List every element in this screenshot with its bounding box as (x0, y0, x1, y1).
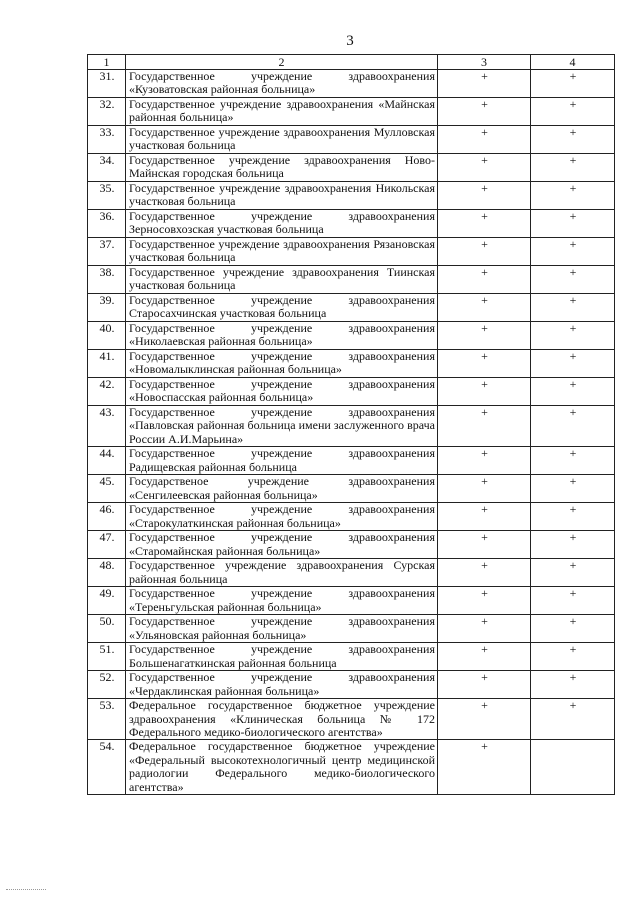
mark-col-3: + (438, 503, 531, 531)
institution-name: Государственное учреждение здравоохранения Радищевская районная больница (126, 447, 438, 475)
mark-col-3: + (438, 740, 531, 795)
mark-col-3: + (438, 587, 531, 615)
institution-name: Государственное учреждение здравоохранения «Павловская районная больница имени заслуженного врача России А.И.Марьина» (126, 406, 438, 447)
mark-col-3: + (438, 350, 531, 378)
mark-col-4: + (531, 266, 615, 294)
table-row (88, 503, 615, 531)
header-col-2: 2 (126, 55, 438, 70)
page-number: 3 (346, 33, 354, 49)
mark-col-3: + (438, 238, 531, 266)
table-row (88, 70, 615, 98)
institution-name: Государственное учреждение здравоохранения Рязановская участковая больница (126, 238, 438, 266)
mark-col-3: + (438, 154, 531, 182)
table-row (88, 322, 615, 350)
mark-col-3: + (438, 671, 531, 699)
scan-artifact (6, 889, 46, 891)
mark-col-4: + (531, 699, 615, 740)
mark-col-4: + (531, 671, 615, 699)
institution-name: Государственное учреждение здравоохранения «Новомалыклинская районная больница» (126, 350, 438, 378)
institution-name: Государственное учреждение здравоохранения «Старомайнская районная больница» (126, 531, 438, 559)
mark-col-3: + (438, 70, 531, 98)
table-row (88, 475, 615, 503)
institution-name: Государственное учреждение здравоохранения Тиинская участковая больница (126, 266, 438, 294)
mark-col-3: + (438, 126, 531, 154)
mark-col-4: + (531, 350, 615, 378)
table-row (88, 699, 615, 740)
row-number: 37. (88, 238, 126, 266)
mark-col-3: + (438, 182, 531, 210)
row-number: 52. (88, 671, 126, 699)
institution-name: Государственное учреждение здравоохранения «Новоспасская районная больница» (126, 378, 438, 406)
institution-name: Государственное учреждение здравоохранения «Майнская районная больница» (126, 98, 438, 126)
institution-name: Государственное учреждение здравоохранения Старосахчинская участковая больница (126, 294, 438, 322)
mark-col-3: + (438, 378, 531, 406)
table-row (88, 671, 615, 699)
mark-col-4: + (531, 210, 615, 238)
mark-col-4: + (531, 587, 615, 615)
mark-col-4 (531, 740, 615, 795)
mark-col-4: + (531, 475, 615, 503)
row-number: 46. (88, 503, 126, 531)
row-number: 32. (88, 98, 126, 126)
mark-col-4: + (531, 447, 615, 475)
mark-col-4: + (531, 98, 615, 126)
institution-name: Федеральное государственное бюджетное учреждение «Федеральный высокотехнологичный центр медицинской радиологии Федерального медико-биологического агентства» (126, 740, 438, 795)
mark-col-3: + (438, 406, 531, 447)
institution-name: Государственное учреждение здравоохранения «Старокулаткинская районная больница» (126, 503, 438, 531)
institution-name: Государственное учреждение здравоохранения «Чердаклинская районная больница» (126, 671, 438, 699)
mark-col-3: + (438, 531, 531, 559)
table-row (88, 238, 615, 266)
row-number: 47. (88, 531, 126, 559)
table-row (88, 126, 615, 154)
mark-col-4: + (531, 378, 615, 406)
mark-col-3: + (438, 615, 531, 643)
institution-name: Государственное учреждение здравоохранения Мулловская участковая больница (126, 126, 438, 154)
table-row (88, 406, 615, 447)
mark-col-3: + (438, 210, 531, 238)
institution-name: Государственное учреждение здравоохранения «Николаевская районная больница» (126, 322, 438, 350)
table-row (88, 447, 615, 475)
table-row (88, 210, 615, 238)
table-row (88, 587, 615, 615)
mark-col-4: + (531, 238, 615, 266)
row-number: 51. (88, 643, 126, 671)
mark-col-4: + (531, 126, 615, 154)
mark-col-4: + (531, 503, 615, 531)
institutions-table (87, 54, 615, 795)
row-number: 41. (88, 350, 126, 378)
row-number: 34. (88, 154, 126, 182)
row-number: 38. (88, 266, 126, 294)
institution-name: Государственное учреждение здравоохранения Ново-Майнская городская больница (126, 154, 438, 182)
mark-col-4: + (531, 531, 615, 559)
table-row (88, 154, 615, 182)
table-row (88, 531, 615, 559)
mark-col-3: + (438, 447, 531, 475)
row-number: 44. (88, 447, 126, 475)
mark-col-3: + (438, 699, 531, 740)
table-row (88, 643, 615, 671)
row-number: 45. (88, 475, 126, 503)
row-number: 33. (88, 126, 126, 154)
table-row (88, 98, 615, 126)
table-row (88, 182, 615, 210)
institution-name: Государственное учреждение здравоохранения «Тереньгульская районная больница» (126, 587, 438, 615)
institution-name: Государственное учреждение здравоохранения Большенагаткинская районная больница (126, 643, 438, 671)
mark-col-3: + (438, 643, 531, 671)
mark-col-3: + (438, 559, 531, 587)
row-number: 36. (88, 210, 126, 238)
row-number: 49. (88, 587, 126, 615)
table-header (88, 55, 615, 70)
institution-name: Государственное учреждение здравоохранения Сурская районная больница (126, 559, 438, 587)
header-col-3: 3 (438, 55, 531, 70)
mark-col-4: + (531, 406, 615, 447)
institution-name: Государственное учреждение здравоохранения Никольская участковая больница (126, 182, 438, 210)
row-number: 43. (88, 406, 126, 447)
mark-col-4: + (531, 294, 615, 322)
row-number: 53. (88, 699, 126, 740)
mark-col-4: + (531, 154, 615, 182)
table-row (88, 294, 615, 322)
table-row (88, 266, 615, 294)
row-number: 35. (88, 182, 126, 210)
institution-name: Государственное учреждение здравоохранения «Ульяновская районная больница» (126, 615, 438, 643)
mark-col-4: + (531, 615, 615, 643)
row-number: 54. (88, 740, 126, 795)
institution-name: Федеральное государственное бюджетное учреждение здравоохранения «Клиническая больница № 172 Федерального медико-биологического агентства» (126, 699, 438, 740)
mark-col-4: + (531, 182, 615, 210)
mark-col-4: + (531, 643, 615, 671)
table-row (88, 350, 615, 378)
header-row (88, 55, 615, 70)
mark-col-3: + (438, 322, 531, 350)
mark-col-4: + (531, 559, 615, 587)
table-body (88, 70, 615, 795)
table-row (88, 740, 615, 795)
mark-col-4: + (531, 322, 615, 350)
header-col-4: 4 (531, 55, 615, 70)
row-number: 40. (88, 322, 126, 350)
row-number: 42. (88, 378, 126, 406)
row-number: 50. (88, 615, 126, 643)
institution-name: Государственное учреждение здравоохранения Зерносовхозская участковая больница (126, 210, 438, 238)
table-row (88, 378, 615, 406)
table-row (88, 615, 615, 643)
row-number: 31. (88, 70, 126, 98)
institution-name: Государственное учреждение здравоохранения «Кузоватовская районная больница» (126, 70, 438, 98)
mark-col-3: + (438, 294, 531, 322)
mark-col-3: + (438, 266, 531, 294)
institution-name: Государственое учреждение здравоохранения «Сенгилеевская районная больница» (126, 475, 438, 503)
header-col-1: 1 (88, 55, 126, 70)
mark-col-4: + (531, 70, 615, 98)
mark-col-3: + (438, 98, 531, 126)
row-number: 39. (88, 294, 126, 322)
row-number: 48. (88, 559, 126, 587)
table-row (88, 559, 615, 587)
mark-col-3: + (438, 475, 531, 503)
